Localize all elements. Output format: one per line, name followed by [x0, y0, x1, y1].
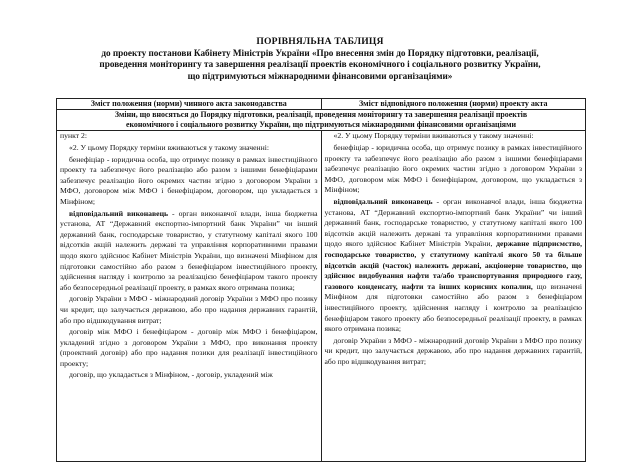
- current-text-cell: [57, 131, 322, 462]
- changes-caption-line-2: економічного і соціального розвитку України, що підтримуються міжнародними фінансовими організаціями: [125, 120, 516, 130]
- right-executor-term: відповідальний виконавець: [333, 196, 433, 206]
- left-executor-text: - орган виконавчої влади, інша бюджетна установа, АТ “Державний експортно-імпортний банк України” чи інший державний банк, господарське товариство, у статутному капіталі якого 100 відсотків акцій належить державі та управління корпоративними правами щодо якого здійснює Кабінет Міністрів України, що визначені Мінфіном для підготовки самостійно або разом з бенефіціаром інвестиційного проекту, здійснення нагляду і контролю за реалізацією бенефіціаром такого проекту або безпосередньої реалізації проекту, в рамках якого отримана позика;: [60, 208, 318, 292]
- proposed-text-column-header: Зміст відповідного положення (норми) проекту акта: [321, 99, 586, 110]
- right-executor-added-text: державне підприємство, господарське товариство, у статутному капіталі якого 50 та більше відсотків акцій (часток) належить державі, акціонерне товариство, що здійснює видобування нафти та/або транспортування природного газу, газового конденсату, нафти та інших корисних копалин,: [324, 239, 583, 291]
- left-minfin-agreement-definition: договір, що укладається з Мінфіном, - договір, укладений між: [69, 370, 273, 380]
- right-ifi-agreement-definition: договір України з МФО - міжнародний договір України з МФО про позику чи кредит, що залучається державою, або про надання державних гарантій, або про відшкодування витрат;: [324, 335, 582, 366]
- left-executor-term: відповідальний виконавець: [69, 208, 169, 218]
- subtitle-line-2: проведення моніторингу та завершення реалізації проектів економічного і соціального розвитку України,: [99, 59, 541, 70]
- right-executor-definition: [325, 197, 583, 335]
- document-title: ПОРІВНЯЛЬНА ТАБЛИЦЯ: [256, 36, 384, 47]
- point-label: пункт 2:: [60, 131, 87, 141]
- left-ifi-beneficiary-agreement-definition: договір між МФО і бенефіціаром - договір між МФО і бенефіціаром, укладений згідно з договором України з МФО, про виконання проекту (проектний договір) або про надання позики для реалізації інвестиційного проекту;: [60, 327, 318, 368]
- right-executor-text-b: що визначені Мінфіном для підготовки самостійно або разом з бенефіціаром інвестиційного проекту, здійснення нагляду і контролю за реалізацією бенефіціаром такого проекту або безпосередньої реалізації проекту, в рамках якого отримана позика;: [324, 281, 582, 334]
- right-beneficiary-definition: бенефіціар - юридична особа, що отримує позику в рамках інвестиційного проекту та забезпечує його реалізацію або разом з іншими бенефіціарами забезпечує реалізацію його окремих частин згідно з договором України з МФО, договором між МФО і бенефіціаром, договором, що укладається з Мінфіном;: [324, 143, 582, 195]
- left-intro: «2. У цьому Порядку терміни вживаються у такому значенні:: [69, 143, 270, 152]
- left-ifi-agreement-definition: договір України з МФО - міжнародний договір України з МФО про позику чи кредит, що залучається державою, або про надання державних гарантій, або про відшкодування витрат;: [60, 294, 318, 325]
- changes-caption: [57, 110, 586, 131]
- subtitle-line-3: що підтримуються міжнародними фінансовими організаціями»: [187, 70, 453, 81]
- changes-row: [57, 110, 586, 131]
- proposed-text-cell: [321, 131, 586, 462]
- comparison-table: [56, 98, 586, 462]
- current-text-column-header: Зміст положення (норми) чинного акта законодавства: [57, 99, 322, 110]
- right-intro: «2. У цьому Порядку терміни вживаються у такому значенні:: [333, 131, 534, 141]
- subtitle-line-1: до проекту постанови Кабінету Міністрів України «Про внесення змін до Порядку підготовки, реалізації,: [101, 47, 539, 58]
- document-heading: [60, 36, 580, 82]
- content-row: [57, 131, 586, 462]
- right-executor-text-a: - орган виконавчої влади, інша бюджетна установа, АТ “Державний експортно-імпортний банк України” чи інший державний банк, господарське товариство, у статутному капіталі якого 100 відсотків акцій належить державі та управління корпоративними правами щодо якого здійснює Кабінет Міністрів України,: [324, 196, 582, 249]
- left-executor-definition: [60, 209, 318, 294]
- left-beneficiary-definition: бенефіціар - юридична особа, що отримує позику в рамках інвестиційного проекту та забезпечує його реалізацію або разом з іншими бенефіціарами забезпечує реалізацію його окремих частин згідно з договором України з МФО, договором між МФО і бенефіціаром, договором, що укладається з Мінфіном;: [60, 154, 318, 206]
- changes-caption-line-1: Зміни, що вносяться до Порядку підготовки, реалізації, проведення моніторингу та завершення реалізації проектів: [114, 110, 528, 119]
- table-header-row: [57, 99, 586, 110]
